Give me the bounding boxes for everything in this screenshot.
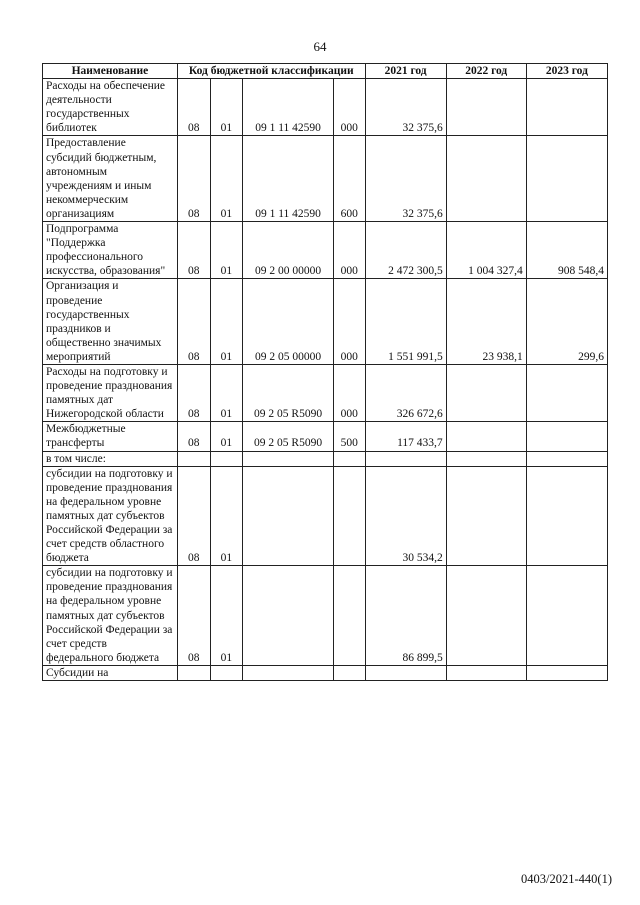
section-code: 08 <box>177 364 210 421</box>
table-row <box>43 566 608 666</box>
row-name: субсидии на подготовку и проведение празднования на федеральном уровне памятных дат субъектов Российской Федерации за счет средств областного бюджета <box>43 466 178 566</box>
subsection-code: 01 <box>210 566 243 666</box>
expense-type-code: 000 <box>333 279 365 365</box>
value-2022: 1 004 327,4 <box>446 222 526 279</box>
row-name: субсидии на подготовку и проведение празднования на федеральном уровне памятных дат субъектов Российской Федерации за счет средств федерального бюджета <box>43 566 178 666</box>
value-2021 <box>365 451 446 466</box>
row-name: Предоставление субсидий бюджетным, автономным учреждениям и иным некоммерческим организациям <box>43 136 178 222</box>
table-row <box>43 136 608 222</box>
target-article-code: 09 2 05 00000 <box>243 279 334 365</box>
value-2021: 86 899,5 <box>365 566 446 666</box>
header-2022: 2022 год <box>446 64 526 79</box>
target-article-code <box>243 566 334 666</box>
expense-type-code <box>333 665 365 680</box>
document-code: 0403/2021-440(1) <box>521 872 612 886</box>
value-2022 <box>446 422 526 451</box>
row-name: Межбюджетные трансферты <box>43 422 178 451</box>
table-row <box>43 451 608 466</box>
table-header-row <box>43 64 608 79</box>
expense-type-code: 000 <box>333 364 365 421</box>
row-name: в том числе: <box>43 451 178 466</box>
subsection-code: 01 <box>210 279 243 365</box>
value-2022 <box>446 665 526 680</box>
value-2023: 908 548,4 <box>526 222 607 279</box>
value-2023 <box>526 79 607 136</box>
section-code: 08 <box>177 79 210 136</box>
section-code: 08 <box>177 566 210 666</box>
page-number: 64 <box>313 39 327 54</box>
subsection-code: 01 <box>210 466 243 566</box>
table-row <box>43 222 608 279</box>
header-2023: 2023 год <box>526 64 607 79</box>
row-name: Подпрограмма "Поддержка профессионального искусства, образования" <box>43 222 178 279</box>
target-article-code: 09 2 05 R5090 <box>243 422 334 451</box>
table-row <box>43 665 608 680</box>
section-code <box>177 665 210 680</box>
table-row <box>43 364 608 421</box>
expense-type-code <box>333 466 365 566</box>
value-2022 <box>446 136 526 222</box>
table-row <box>43 279 608 365</box>
expense-type-code: 600 <box>333 136 365 222</box>
subsection-code: 01 <box>210 222 243 279</box>
value-2022 <box>446 79 526 136</box>
table-row <box>43 79 608 136</box>
table-row <box>43 422 608 451</box>
target-article-code: 09 1 11 42590 <box>243 136 334 222</box>
value-2023 <box>526 665 607 680</box>
expense-type-code: 500 <box>333 422 365 451</box>
subsection-code: 01 <box>210 422 243 451</box>
value-2021: 32 375,6 <box>365 136 446 222</box>
budget-table <box>42 63 608 681</box>
target-article-code <box>243 451 334 466</box>
target-article-code <box>243 665 334 680</box>
value-2023 <box>526 566 607 666</box>
subsection-code: 01 <box>210 136 243 222</box>
row-name: Расходы на обеспечение деятельности государственных библиотек <box>43 79 178 136</box>
header-name: Наименование <box>43 64 178 79</box>
value-2021: 2 472 300,5 <box>365 222 446 279</box>
value-2023 <box>526 466 607 566</box>
value-2023 <box>526 136 607 222</box>
row-name: Расходы на подготовку и проведение празднования памятных дат Нижегородской области <box>43 364 178 421</box>
value-2021: 117 433,7 <box>365 422 446 451</box>
section-code: 08 <box>177 136 210 222</box>
section-code: 08 <box>177 422 210 451</box>
subsection-code: 01 <box>210 79 243 136</box>
row-name: Субсидии на <box>43 665 178 680</box>
value-2022: 23 938,1 <box>446 279 526 365</box>
section-code: 08 <box>177 279 210 365</box>
expense-type-code: 000 <box>333 222 365 279</box>
subsection-code <box>210 451 243 466</box>
header-budget-code: Код бюджетной классификации <box>177 64 365 79</box>
expense-type-code <box>333 451 365 466</box>
value-2022 <box>446 466 526 566</box>
value-2021: 32 375,6 <box>365 79 446 136</box>
value-2023: 299,6 <box>526 279 607 365</box>
expense-type-code <box>333 566 365 666</box>
section-code: 08 <box>177 222 210 279</box>
value-2022 <box>446 566 526 666</box>
value-2023 <box>526 422 607 451</box>
value-2021: 1 551 991,5 <box>365 279 446 365</box>
value-2022 <box>446 364 526 421</box>
section-code <box>177 451 210 466</box>
value-2023 <box>526 364 607 421</box>
target-article-code <box>243 466 334 566</box>
table-row <box>43 466 608 566</box>
value-2022 <box>446 451 526 466</box>
target-article-code: 09 2 00 00000 <box>243 222 334 279</box>
value-2021 <box>365 665 446 680</box>
value-2021: 326 672,6 <box>365 364 446 421</box>
row-name: Организация и проведение государственных праздников и общественно значимых мероприятий <box>43 279 178 365</box>
subsection-code <box>210 665 243 680</box>
value-2021: 30 534,2 <box>365 466 446 566</box>
header-2021: 2021 год <box>365 64 446 79</box>
subsection-code: 01 <box>210 364 243 421</box>
value-2023 <box>526 451 607 466</box>
target-article-code: 09 1 11 42590 <box>243 79 334 136</box>
target-article-code: 09 2 05 R5090 <box>243 364 334 421</box>
section-code: 08 <box>177 466 210 566</box>
expense-type-code: 000 <box>333 79 365 136</box>
